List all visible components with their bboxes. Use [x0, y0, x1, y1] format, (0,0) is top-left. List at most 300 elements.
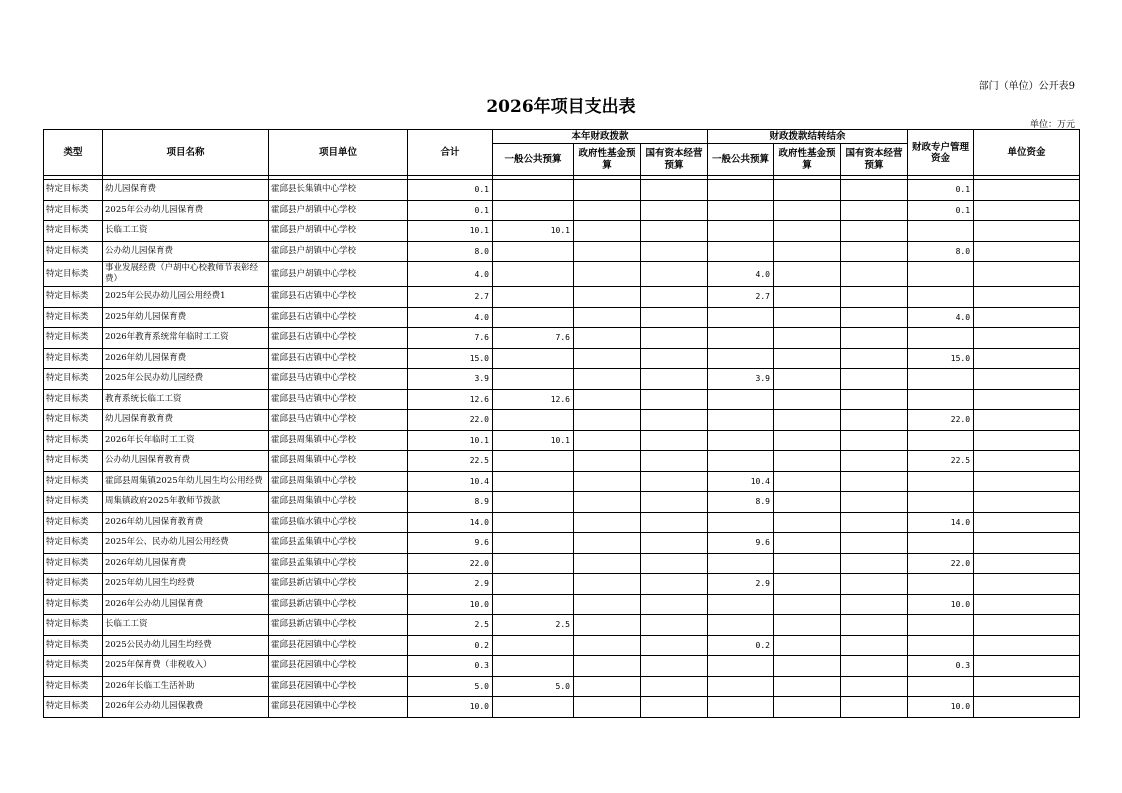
- cell-current-general: [493, 553, 574, 574]
- table-row: [44, 241, 1080, 262]
- header-special-account: 财政专户管理资金: [908, 130, 974, 176]
- cell-project-unit: 霍邱县花园镇中心学校: [269, 697, 408, 718]
- cell-current-capital: [641, 348, 708, 369]
- cell-current-capital: [641, 471, 708, 492]
- cell-carry-general: 3.9: [708, 369, 774, 390]
- cell-carry-general: [708, 307, 774, 328]
- cell-carry-general: [708, 512, 774, 533]
- cell-special-account: [908, 221, 974, 242]
- cell-project-unit: 霍邱县临水镇中心学校: [269, 512, 408, 533]
- cell-carry-capital: [841, 553, 908, 574]
- cell-project-unit: 霍邱县周集镇中心学校: [269, 430, 408, 451]
- cell-current-capital: [641, 512, 708, 533]
- cell-project-unit: 霍邱县户胡镇中心学校: [269, 241, 408, 262]
- cell-current-fund: [574, 328, 641, 349]
- cell-unit-funds: [974, 287, 1080, 308]
- cell-total: 10.1: [408, 221, 493, 242]
- cell-current-general: [493, 574, 574, 595]
- cell-carry-capital: [841, 615, 908, 636]
- cell-project-unit: 霍邱县长集镇中心学校: [269, 180, 408, 201]
- cell-current-general: [493, 241, 574, 262]
- table-row: [44, 492, 1080, 513]
- cell-carry-capital: [841, 262, 908, 287]
- cell-carry-fund: [774, 221, 841, 242]
- header-carry-general: 一般公共预算: [708, 144, 774, 176]
- cell-type: 特定目标类: [44, 287, 103, 308]
- cell-total: 14.0: [408, 512, 493, 533]
- cell-total: 8.9: [408, 492, 493, 513]
- cell-current-fund: [574, 635, 641, 656]
- cell-special-account: [908, 369, 974, 390]
- cell-total: 4.0: [408, 262, 493, 287]
- cell-carry-capital: [841, 410, 908, 431]
- table-row: [44, 574, 1080, 595]
- cell-type: 特定目标类: [44, 533, 103, 554]
- cell-current-general: [493, 451, 574, 472]
- cell-current-capital: [641, 369, 708, 390]
- cell-project-name: 公办幼儿园保育费: [103, 241, 269, 262]
- table-body: [44, 180, 1080, 718]
- cell-carry-general: 0.2: [708, 635, 774, 656]
- cell-special-account: 22.0: [908, 553, 974, 574]
- cell-project-unit: 霍邱县石店镇中心学校: [269, 348, 408, 369]
- cell-current-capital: [641, 656, 708, 677]
- cell-current-capital: [641, 328, 708, 349]
- cell-current-capital: [641, 676, 708, 697]
- cell-project-name: 2025公民办幼儿园生均经费: [103, 635, 269, 656]
- cell-project-name: 周集镇政府2025年教师节拨款: [103, 492, 269, 513]
- cell-project-unit: 霍邱县户胡镇中心学校: [269, 221, 408, 242]
- cell-unit-funds: [974, 410, 1080, 431]
- cell-carry-general: [708, 676, 774, 697]
- cell-unit-funds: [974, 328, 1080, 349]
- cell-unit-funds: [974, 241, 1080, 262]
- cell-project-name: 事业发展经费（户胡中心校教师节表彰经费）: [103, 262, 269, 287]
- cell-current-general: [493, 348, 574, 369]
- cell-carry-general: 4.0: [708, 262, 774, 287]
- header-carry-fund: 政府性基金预算: [774, 144, 841, 176]
- unit-label: 单位：万元: [1029, 120, 1075, 130]
- cell-current-general: 5.0: [493, 676, 574, 697]
- cell-project-unit: 霍邱县孟集镇中心学校: [269, 553, 408, 574]
- cell-project-name: 2026年长临工生活补助: [103, 676, 269, 697]
- cell-carry-capital: [841, 574, 908, 595]
- cell-unit-funds: [974, 553, 1080, 574]
- cell-carry-fund: [774, 348, 841, 369]
- cell-carry-general: 9.6: [708, 533, 774, 554]
- cell-project-name: 霍邱县周集镇2025年幼儿园生均公用经费: [103, 471, 269, 492]
- cell-unit-funds: [974, 676, 1080, 697]
- cell-carry-general: [708, 200, 774, 221]
- cell-carry-general: [708, 389, 774, 410]
- table-row: [44, 553, 1080, 574]
- header-unit-funds: 单位资金: [974, 130, 1080, 176]
- cell-special-account: 8.0: [908, 241, 974, 262]
- cell-unit-funds: [974, 180, 1080, 201]
- table-row: [44, 451, 1080, 472]
- cell-type: 特定目标类: [44, 307, 103, 328]
- cell-current-fund: [574, 656, 641, 677]
- cell-special-account: 22.0: [908, 410, 974, 431]
- cell-special-account: [908, 328, 974, 349]
- cell-carry-capital: [841, 180, 908, 201]
- cell-current-capital: [641, 262, 708, 287]
- cell-current-fund: [574, 262, 641, 287]
- cell-special-account: [908, 471, 974, 492]
- cell-carry-capital: [841, 492, 908, 513]
- cell-carry-general: [708, 615, 774, 636]
- cell-current-general: [493, 180, 574, 201]
- form-number: 部门（单位）公开表9: [978, 81, 1075, 92]
- cell-total: 8.0: [408, 241, 493, 262]
- cell-special-account: 10.0: [908, 697, 974, 718]
- table-row: [44, 635, 1080, 656]
- cell-project-unit: 霍邱县新店镇中心学校: [269, 615, 408, 636]
- header-carryover: 财政拨款结转结余: [708, 130, 908, 144]
- cell-project-unit: 霍邱县马店镇中心学校: [269, 389, 408, 410]
- cell-project-name: 教育系统长临工工资: [103, 389, 269, 410]
- cell-current-fund: [574, 574, 641, 595]
- table-row: [44, 307, 1080, 328]
- cell-carry-fund: [774, 656, 841, 677]
- cell-current-fund: [574, 451, 641, 472]
- cell-total: 22.0: [408, 553, 493, 574]
- cell-carry-general: [708, 328, 774, 349]
- cell-project-unit: 霍邱县户胡镇中心学校: [269, 200, 408, 221]
- cell-project-unit: 霍邱县新店镇中心学校: [269, 574, 408, 595]
- cell-type: 特定目标类: [44, 594, 103, 615]
- cell-carry-capital: [841, 697, 908, 718]
- cell-project-name: 2026年幼儿园保育费: [103, 348, 269, 369]
- cell-current-capital: [641, 307, 708, 328]
- cell-carry-fund: [774, 262, 841, 287]
- cell-current-capital: [641, 574, 708, 595]
- cell-project-unit: 霍邱县马店镇中心学校: [269, 410, 408, 431]
- cell-current-fund: [574, 200, 641, 221]
- cell-carry-fund: [774, 369, 841, 390]
- cell-carry-general: [708, 656, 774, 677]
- cell-current-general: [493, 262, 574, 287]
- cell-current-capital: [641, 553, 708, 574]
- cell-special-account: [908, 676, 974, 697]
- cell-unit-funds: [974, 697, 1080, 718]
- table-row: [44, 512, 1080, 533]
- cell-unit-funds: [974, 307, 1080, 328]
- cell-current-fund: [574, 369, 641, 390]
- cell-project-unit: 霍邱县花园镇中心学校: [269, 635, 408, 656]
- cell-carry-capital: [841, 676, 908, 697]
- cell-special-account: [908, 492, 974, 513]
- cell-unit-funds: [974, 656, 1080, 677]
- cell-project-name: 2026年长年临时工工资: [103, 430, 269, 451]
- cell-type: 特定目标类: [44, 553, 103, 574]
- cell-carry-general: [708, 430, 774, 451]
- cell-current-fund: [574, 492, 641, 513]
- cell-unit-funds: [974, 221, 1080, 242]
- table-row: [44, 328, 1080, 349]
- cell-carry-fund: [774, 241, 841, 262]
- header-current-fund: 政府性基金预算: [574, 144, 641, 176]
- cell-special-account: 14.0: [908, 512, 974, 533]
- cell-current-capital: [641, 615, 708, 636]
- cell-project-name: 2026年幼儿园保育教育费: [103, 512, 269, 533]
- cell-project-name: 2025年公民办幼儿园经费: [103, 369, 269, 390]
- cell-carry-capital: [841, 656, 908, 677]
- table-row: [44, 430, 1080, 451]
- cell-type: 特定目标类: [44, 328, 103, 349]
- cell-current-capital: [641, 492, 708, 513]
- cell-carry-fund: [774, 307, 841, 328]
- cell-project-name: 2026年公办幼儿园保育费: [103, 594, 269, 615]
- cell-current-capital: [641, 241, 708, 262]
- cell-total: 0.3: [408, 656, 493, 677]
- cell-unit-funds: [974, 492, 1080, 513]
- cell-carry-fund: [774, 410, 841, 431]
- table-row: [44, 697, 1080, 718]
- cell-current-fund: [574, 180, 641, 201]
- cell-unit-funds: [974, 451, 1080, 472]
- cell-carry-capital: [841, 369, 908, 390]
- cell-current-capital: [641, 221, 708, 242]
- cell-project-unit: 霍邱县新店镇中心学校: [269, 594, 408, 615]
- cell-total: 0.2: [408, 635, 493, 656]
- cell-carry-fund: [774, 492, 841, 513]
- cell-carry-fund: [774, 180, 841, 201]
- cell-carry-capital: [841, 389, 908, 410]
- cell-current-fund: [574, 221, 641, 242]
- cell-current-general: [493, 307, 574, 328]
- table-row: [44, 410, 1080, 431]
- cell-total: 2.7: [408, 287, 493, 308]
- cell-carry-general: 8.9: [708, 492, 774, 513]
- cell-unit-funds: [974, 389, 1080, 410]
- cell-carry-capital: [841, 451, 908, 472]
- cell-total: 10.0: [408, 594, 493, 615]
- table-row: [44, 180, 1080, 201]
- table-row: [44, 200, 1080, 221]
- cell-carry-general: [708, 553, 774, 574]
- cell-total: 5.0: [408, 676, 493, 697]
- cell-special-account: [908, 430, 974, 451]
- cell-carry-general: [708, 221, 774, 242]
- page-title: 2026年项目支出表: [486, 97, 636, 117]
- cell-project-name: 2026年公办幼儿园保教费: [103, 697, 269, 718]
- cell-carry-capital: [841, 533, 908, 554]
- cell-current-general: [493, 369, 574, 390]
- table-row: [44, 369, 1080, 390]
- table-row: [44, 533, 1080, 554]
- cell-special-account: 0.1: [908, 200, 974, 221]
- header-current-capital: 国有资本经营预算: [641, 144, 708, 176]
- cell-project-unit: 霍邱县户胡镇中心学校: [269, 262, 408, 287]
- cell-current-general: [493, 410, 574, 431]
- cell-type: 特定目标类: [44, 492, 103, 513]
- cell-total: 10.4: [408, 471, 493, 492]
- table-row: [44, 389, 1080, 410]
- cell-unit-funds: [974, 615, 1080, 636]
- cell-current-general: 10.1: [493, 430, 574, 451]
- cell-project-name: 长临工工资: [103, 221, 269, 242]
- table-row: [44, 348, 1080, 369]
- cell-current-fund: [574, 348, 641, 369]
- header-current-general: 一般公共预算: [493, 144, 574, 176]
- cell-current-capital: [641, 697, 708, 718]
- cell-current-fund: [574, 410, 641, 431]
- cell-special-account: [908, 262, 974, 287]
- cell-type: 特定目标类: [44, 656, 103, 677]
- cell-type: 特定目标类: [44, 471, 103, 492]
- cell-type: 特定目标类: [44, 180, 103, 201]
- cell-carry-capital: [841, 200, 908, 221]
- project-expenditure-table: [43, 129, 1080, 718]
- cell-total: 2.9: [408, 574, 493, 595]
- cell-current-general: [493, 697, 574, 718]
- cell-current-general: [493, 594, 574, 615]
- cell-carry-fund: [774, 328, 841, 349]
- table-row: [44, 287, 1080, 308]
- cell-unit-funds: [974, 512, 1080, 533]
- cell-carry-general: 2.9: [708, 574, 774, 595]
- cell-carry-general: [708, 241, 774, 262]
- cell-current-fund: [574, 389, 641, 410]
- table-row: [44, 471, 1080, 492]
- cell-type: 特定目标类: [44, 697, 103, 718]
- header-current-appropriation: 本年财政拨款: [493, 130, 708, 144]
- cell-current-general: [493, 512, 574, 533]
- cell-type: 特定目标类: [44, 451, 103, 472]
- cell-type: 特定目标类: [44, 200, 103, 221]
- cell-current-general: [493, 533, 574, 554]
- cell-carry-fund: [774, 615, 841, 636]
- cell-carry-fund: [774, 430, 841, 451]
- cell-project-name: 幼儿园保育费: [103, 180, 269, 201]
- cell-project-name: 2026年幼儿园保育费: [103, 553, 269, 574]
- cell-current-general: [493, 287, 574, 308]
- cell-unit-funds: [974, 369, 1080, 390]
- cell-carry-capital: [841, 348, 908, 369]
- cell-project-unit: 霍邱县周集镇中心学校: [269, 451, 408, 472]
- cell-carry-general: [708, 697, 774, 718]
- cell-current-fund: [574, 241, 641, 262]
- cell-total: 4.0: [408, 307, 493, 328]
- header-project-unit: 项目单位: [269, 130, 408, 176]
- header-project-name: 项目名称: [103, 130, 269, 176]
- cell-carry-fund: [774, 676, 841, 697]
- table-header: [44, 130, 1080, 180]
- cell-current-general: 7.6: [493, 328, 574, 349]
- table-row: [44, 615, 1080, 636]
- cell-project-name: 长临工工资: [103, 615, 269, 636]
- cell-carry-general: 2.7: [708, 287, 774, 308]
- cell-type: 特定目标类: [44, 410, 103, 431]
- cell-type: 特定目标类: [44, 512, 103, 533]
- cell-total: 0.1: [408, 180, 493, 201]
- cell-total: 3.9: [408, 369, 493, 390]
- cell-unit-funds: [974, 430, 1080, 451]
- cell-special-account: 0.1: [908, 180, 974, 201]
- cell-current-capital: [641, 594, 708, 615]
- cell-carry-fund: [774, 635, 841, 656]
- cell-type: 特定目标类: [44, 241, 103, 262]
- header-total: 合计: [408, 130, 493, 176]
- cell-carry-capital: [841, 430, 908, 451]
- cell-project-unit: 霍邱县花园镇中心学校: [269, 676, 408, 697]
- cell-special-account: [908, 287, 974, 308]
- cell-carry-general: [708, 180, 774, 201]
- cell-unit-funds: [974, 262, 1080, 287]
- cell-project-unit: 霍邱县石店镇中心学校: [269, 307, 408, 328]
- cell-carry-capital: [841, 221, 908, 242]
- cell-project-name: 2025年幼儿园生均经费: [103, 574, 269, 595]
- cell-current-fund: [574, 430, 641, 451]
- cell-total: 9.6: [408, 533, 493, 554]
- table-row: [44, 262, 1080, 287]
- cell-total: 10.1: [408, 430, 493, 451]
- cell-special-account: [908, 574, 974, 595]
- cell-project-unit: 霍邱县周集镇中心学校: [269, 492, 408, 513]
- cell-type: 特定目标类: [44, 615, 103, 636]
- cell-type: 特定目标类: [44, 262, 103, 287]
- cell-type: 特定目标类: [44, 369, 103, 390]
- cell-project-name: 2025年保育费（非税收入）: [103, 656, 269, 677]
- cell-project-name: 2025年公民办幼儿园公用经费1: [103, 287, 269, 308]
- cell-type: 特定目标类: [44, 676, 103, 697]
- cell-project-name: 2025年公办幼儿园保育费: [103, 200, 269, 221]
- cell-carry-fund: [774, 594, 841, 615]
- cell-total: 10.0: [408, 697, 493, 718]
- header-carry-capital: 国有资本经营预算: [841, 144, 908, 176]
- cell-carry-capital: [841, 635, 908, 656]
- cell-special-account: 22.5: [908, 451, 974, 472]
- cell-carry-capital: [841, 241, 908, 262]
- cell-total: 22.5: [408, 451, 493, 472]
- cell-current-fund: [574, 553, 641, 574]
- cell-project-unit: 霍邱县石店镇中心学校: [269, 287, 408, 308]
- cell-carry-fund: [774, 471, 841, 492]
- cell-current-general: 12.6: [493, 389, 574, 410]
- cell-carry-capital: [841, 328, 908, 349]
- cell-unit-funds: [974, 635, 1080, 656]
- cell-current-capital: [641, 389, 708, 410]
- cell-type: 特定目标类: [44, 348, 103, 369]
- cell-current-general: [493, 200, 574, 221]
- cell-special-account: [908, 533, 974, 554]
- cell-carry-capital: [841, 307, 908, 328]
- cell-special-account: 4.0: [908, 307, 974, 328]
- cell-current-fund: [574, 676, 641, 697]
- cell-current-fund: [574, 697, 641, 718]
- cell-carry-general: [708, 451, 774, 472]
- cell-current-capital: [641, 451, 708, 472]
- cell-project-unit: 霍邱县马店镇中心学校: [269, 369, 408, 390]
- cell-current-general: [493, 492, 574, 513]
- cell-total: 0.1: [408, 200, 493, 221]
- cell-project-unit: 霍邱县石店镇中心学校: [269, 328, 408, 349]
- cell-special-account: [908, 615, 974, 636]
- cell-project-name: 2026年教育系统常年临时工工资: [103, 328, 269, 349]
- cell-current-capital: [641, 533, 708, 554]
- cell-carry-fund: [774, 574, 841, 595]
- cell-carry-capital: [841, 287, 908, 308]
- cell-current-capital: [641, 200, 708, 221]
- cell-unit-funds: [974, 471, 1080, 492]
- cell-unit-funds: [974, 200, 1080, 221]
- table-row: [44, 656, 1080, 677]
- cell-total: 2.5: [408, 615, 493, 636]
- cell-current-fund: [574, 615, 641, 636]
- cell-carry-general: [708, 410, 774, 431]
- cell-project-unit: 霍邱县周集镇中心学校: [269, 471, 408, 492]
